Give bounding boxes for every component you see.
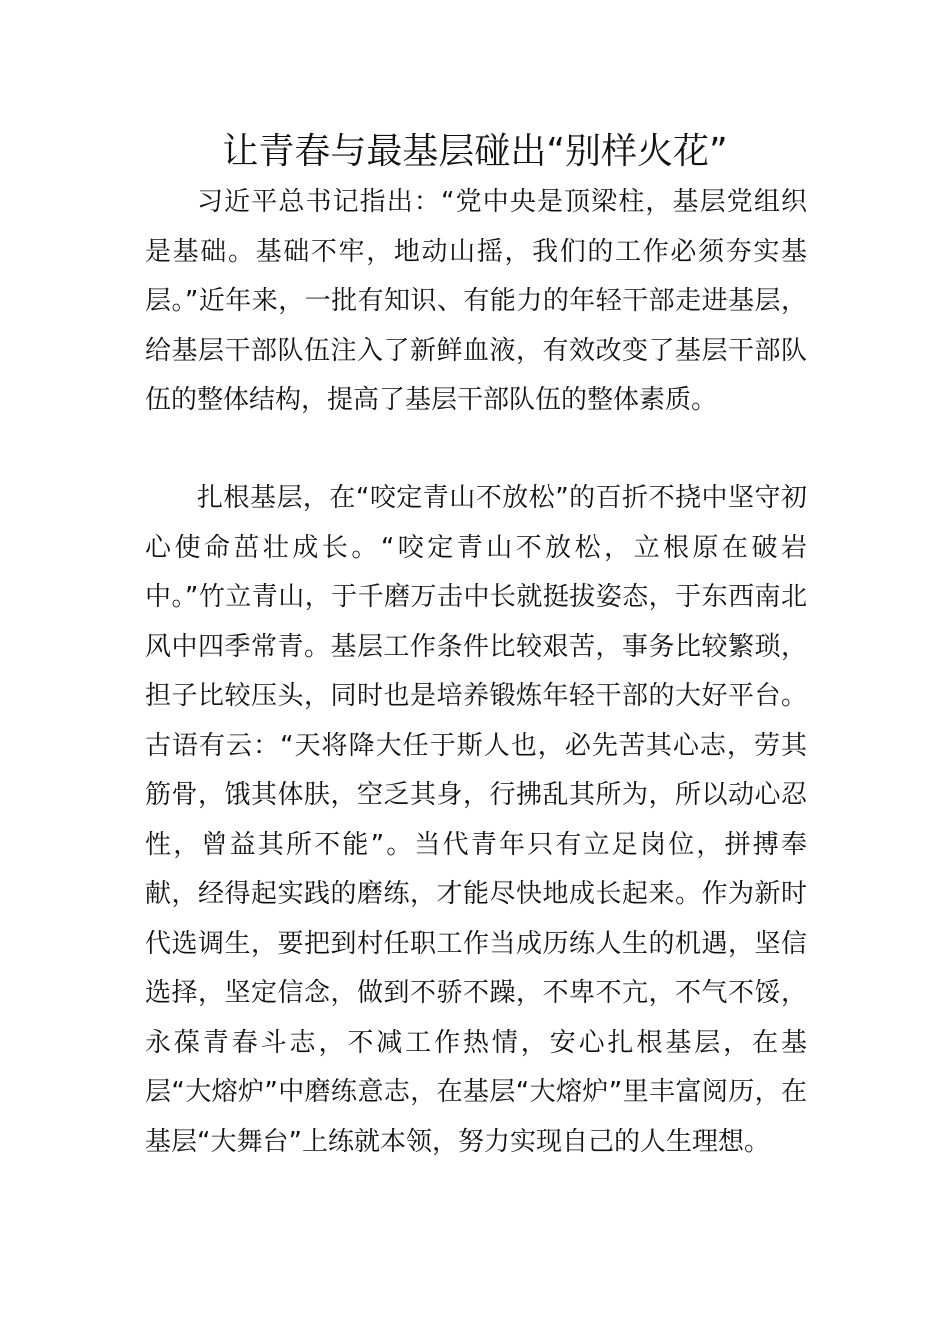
paragraph-rooted-in-grassroots: 扎根基层，在“咬定青山不放松”的百折不挠中坚守初心使命茁壮成长。“咬定青山不放松，立根原在破岩中。”竹立青山，于千磨万击中长就挺拔姿态，于东西南北风中四季常青。基层工作条件比较艰苦，事务比较繁琐，担子比较压头，同时也是培养锻炼年轻干部的大好平台。古语有云：“天将降大任于斯人也，必先苦其心志，劳其筋骨，饿其体肤，空乏其身，行拂乱其所为，所以动心忍性，曾益其所不能”。当代青年只有立足岗位，拼搏奉献，经得起实践的磨练，才能尽快地成长起来。作为新时代选调生，要把到村任职工作当成历练人生的机遇，坚信选择，坚定信念，做到不骄不躁，不卑不亢，不气不馁，永葆青春斗志，不减工作热情，安心扎根基层，在基层“大熔炉”中磨练意志，在基层“大熔炉”里丰富阅历，在基层“大舞台”上练就本领，努力实现自己的人生理想。 xyxy=(145,483,807,1157)
document-title: 让青春与最基层碰出“别样火花” xyxy=(222,131,728,172)
paragraph-intro: 习近平总书记指出：“党中央是顶梁柱，基层党组织是基础。基础不牢，地动山摇，我们的工作必须夯实基层。”近年来，一批有知识、有能力的年轻干部走进基层，给基层干部队伍注入了新鲜血液，有效改变了基层干部队伍的整体结构，提高了基层干部队伍的整体素质。 xyxy=(145,187,807,415)
